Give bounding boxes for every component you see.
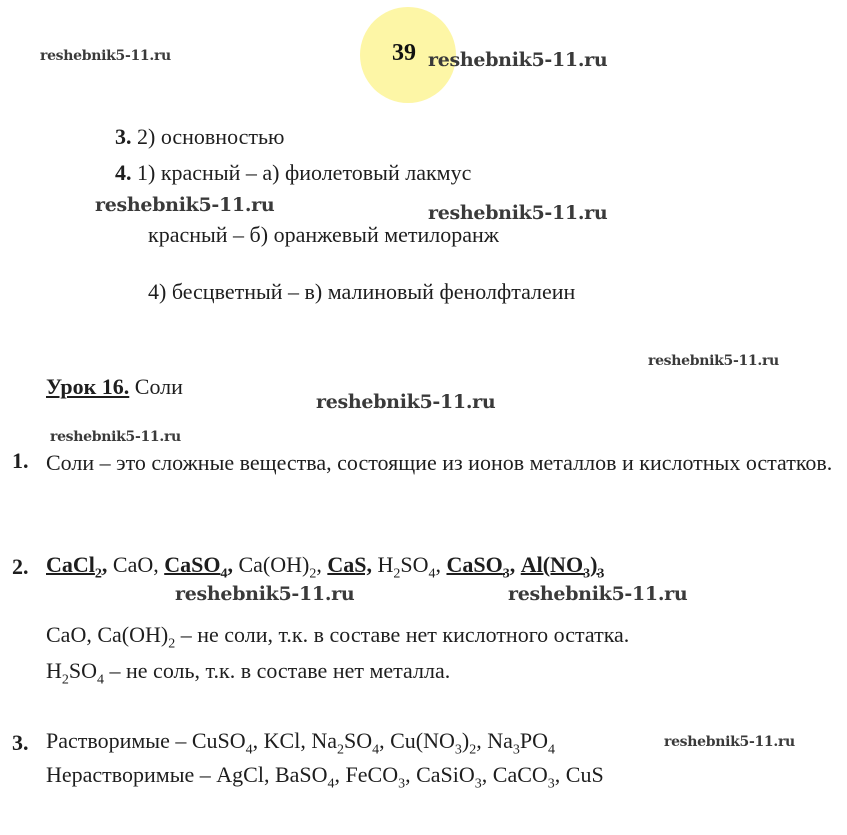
question-number: 1. [12,448,29,473]
q1-answer: Соли – это сложные вещества, состоящие из ионов металлов и кислотных остатков. [46,450,833,475]
q2-explanation-1: CaO, $Ca(OH)_2$ – не соли, т.к. в составе нет кислотного остатка. [46,622,630,652]
salt-formula: CaSO$_4$, [164,552,233,582]
answer-number: 3. [115,124,132,149]
q2-explanation-2: $H_2SO_4$ – не соль, т.к. в составе нет металла. [46,658,451,688]
formula: CaO, [112,552,159,577]
watermark: reshebnik5-11.ru [316,391,496,413]
soluble-label: Растворимые – [46,728,192,753]
watermark: reshebnik5-11.ru [648,353,779,369]
lesson-title: Соли [134,374,183,399]
question-number: 3. [12,730,29,755]
watermark: reshebnik5-11.ru [95,194,275,216]
lesson-heading [46,374,183,400]
salt-formula: CaCl$_2$, [46,552,108,582]
watermark: reshebnik5-11.ru [40,48,171,64]
answer-text: 2) основностью [137,124,285,149]
answer-4 [115,160,471,186]
formula: $H_2SO_4$, [377,552,441,582]
lesson-label: Урок 16. [46,374,130,399]
answer-4-line-2: красный – б) оранжевый метилоранж [148,222,500,247]
watermark: reshebnik5-11.ru [664,734,795,750]
salt-formula: $Al(NO_3)_3$ [520,552,605,582]
answer-3 [115,124,284,150]
answer-text: 1) красный – а) фиолетовый лакмус [137,160,472,185]
q3-soluble: Растворимые – CuSO$_4$, KCl, $Na_2SO_4$, $Cu(NO_3)_2$, $Na_3PO_4$ [46,728,556,758]
answer-number: 4. [115,160,132,185]
q3-insoluble: Нерастворимые – AgCl, BaSO$_4$, FeCO$_3$, CaSiO$_3$, CaCO$_3$, CuS [46,762,604,792]
answer-4-line-3: 4) бесцветный – в) малиновый фенолфталеин [148,279,576,304]
page-number: 39 [392,40,416,66]
watermark: reshebnik5-11.ru [50,429,181,445]
watermark: reshebnik5-11.ru [428,49,608,71]
q2-formula-list [46,552,605,582]
watermark: reshebnik5-11.ru [175,583,355,605]
watermark: reshebnik5-11.ru [428,202,608,224]
insoluble-label: Нерастворимые – [46,762,217,787]
salt-formula: CaSO$_3$, [446,552,516,582]
question-number: 2. [12,554,29,579]
salt-formula: CaS, [327,552,372,577]
formula: $Ca(OH)_2$, [238,552,322,582]
watermark: reshebnik5-11.ru [508,583,688,605]
